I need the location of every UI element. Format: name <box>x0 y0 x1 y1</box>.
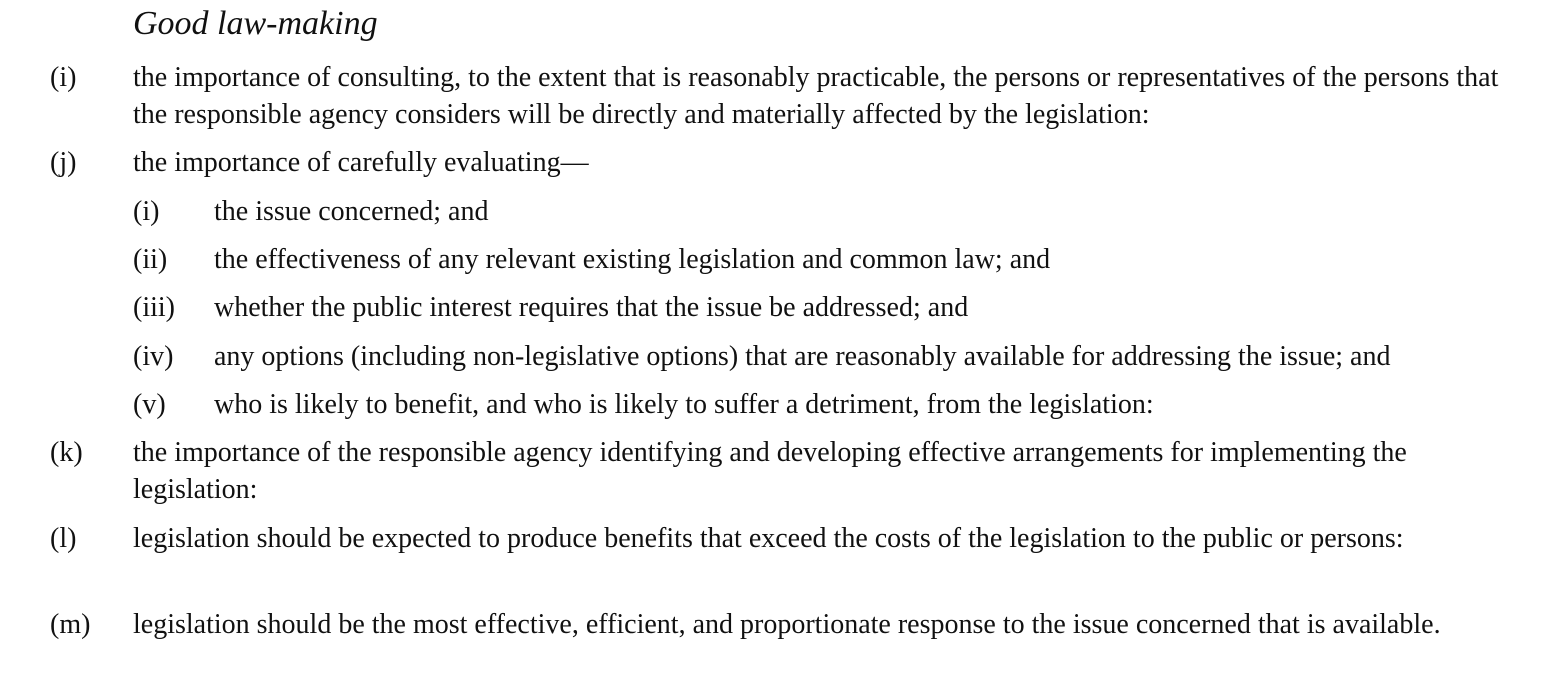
item-text: the importance of the responsible agency identifying and developing effective arrangements for implementing the legislation: <box>133 437 1407 505</box>
item-text: the importance of consulting, to the extent that is reasonably practicable, the persons or representatives of the persons that the responsible agency considers will be directly and materially affected by the legislation: <box>133 62 1499 130</box>
sub-item-label: (iii) <box>133 292 175 323</box>
item-label: (j) <box>50 147 77 178</box>
section-heading: Good law-making <box>133 5 378 42</box>
item-label: (l) <box>50 523 77 554</box>
sub-item-label: (iv) <box>133 341 174 372</box>
sub-item-text: any options (including non-legislative options) that are reasonably available for addressing the issue; and <box>214 341 1391 372</box>
item-text: legislation should be the most effective, efficient, and proportionate response to the issue concerned that is available. <box>133 609 1441 640</box>
sub-item-text: the issue concerned; and <box>214 196 489 227</box>
sub-item-label: (ii) <box>133 244 168 275</box>
item-text: the importance of carefully evaluating— <box>133 147 589 178</box>
item-label: (k) <box>50 437 83 468</box>
sub-item-text: who is likely to benefit, and who is likely to suffer a detriment, from the legislation: <box>214 389 1154 420</box>
sub-item-text: the effectiveness of any relevant existing legislation and common law; and <box>214 244 1051 275</box>
sub-item-label: (v) <box>133 389 166 420</box>
item-label: (m) <box>50 609 91 640</box>
sub-item-text: whether the public interest requires that the issue be addressed; and <box>214 292 969 323</box>
item-text: legislation should be expected to produce benefits that exceed the costs of the legislation to the public or persons: <box>133 523 1404 554</box>
sub-item-label: (i) <box>133 196 160 227</box>
item-label: (i) <box>50 62 77 93</box>
